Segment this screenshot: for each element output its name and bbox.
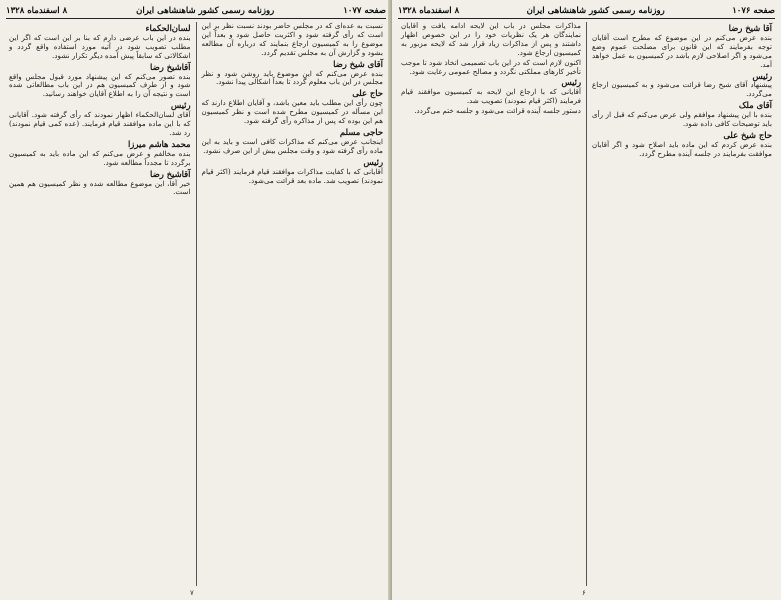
right-page-header bbox=[398, 4, 775, 19]
right-page-date: ۸ اسفندماه ۱۳۲۸ bbox=[398, 6, 460, 16]
paragraph: بنده تصور می‌کنم که این پیشنهاد مورد قبول مجلس واقع شود و از طرف کمیسیون هم در این باب مطالعاتی شده است و نتیجه آن را به اطلاع آقایان خواهند رسانید. bbox=[9, 71, 191, 99]
column-rule bbox=[196, 22, 197, 586]
right-col-1 bbox=[588, 22, 776, 586]
speaker-name: آقا شیخ رضا bbox=[728, 23, 772, 33]
paragraph: بنده عرض کردم که این ماده باید اصلاح شود و اگر آقایان موافقت بفرمایند در جلسه آینده مطرح گردد. bbox=[592, 139, 772, 158]
speaker-name: رئیس bbox=[752, 70, 772, 81]
speaker-name: لسان‌الحکماء bbox=[145, 23, 191, 33]
right-page-footer: ۶ bbox=[582, 589, 586, 597]
paragraph: خیر آقا، این موضوع مطالعه شده و نظر کمیسیون هم همین است. bbox=[9, 178, 191, 197]
left-page-header bbox=[6, 4, 386, 19]
left-page-columns bbox=[5, 22, 387, 586]
speaker-name: آقاشیخ رضا bbox=[150, 61, 191, 72]
speaker-name: محمد هاشم میرزا bbox=[127, 138, 191, 149]
paragraph: دستور جلسه آینده قرائت می‌شود و جلسه ختم می‌گردد. bbox=[414, 106, 581, 116]
paragraph: بنده عرض می‌کنم در این موضوع که مطرح است آقایان توجه بفرمایند که این قانون برای مصلحت عموم وضع می‌شود و اگر اصلاحی لازم باشد در کمیسیون به عمل خواهد آمد. bbox=[592, 32, 772, 69]
column-rule bbox=[586, 22, 587, 586]
right-page-columns bbox=[397, 22, 776, 586]
paragraph: اینجانب عرض می‌کنم که مذاکرات کافی است و باید به این ماده رأی گرفته شود و وقت مجلس بیش از این صرف نشود. bbox=[201, 136, 383, 155]
paragraph: مذاکرات مجلس در باب این لایحه ادامه یافت و آقایان نمایندگان هر یک نظریات خود را در این خصوص اظهار داشتند و پس از مذاکرات زیاد قرار شد که لایحه مزبور به کمیسیون ارجاع شود. bbox=[401, 22, 581, 57]
paragraph: اکنون لازم است که در این باب تصمیمی اتخاذ شود تا موجب تأخیر کارهای مملکتی نگردد و مصالح عمومی رعایت شود. bbox=[401, 57, 581, 76]
speaker-name: حاج علی bbox=[352, 88, 383, 99]
speaker-name: آقای ملک bbox=[738, 100, 772, 111]
paragraph: بنده عرض می‌کنم که این موضوع باید روشن شود و نظر مجلس در این باب معلوم گردد تا بعداً اشکالی پیدا نشود. bbox=[201, 68, 383, 87]
speaker-name: رئیس bbox=[170, 100, 191, 111]
paragraph: نسبت به عده‌ای که در مجلس حاضر بودند نسبت نظر بر این است که رأی گرفته شود و اکثریت حاصل شود و بعداً این موضوع را به کمیسیون ارجاع بنمایند که درباره آن مطالعه بشود و گزارش آن به مجلس تقدیم گردد. bbox=[201, 22, 383, 57]
right-page-title: روزنامه رسمی کشور شاهنشاهی ایران bbox=[526, 6, 665, 16]
paragraph: بنده با این پیشنهاد موافقم ولی عرض می‌کنم که قبل از رأی باید توضیحات کافی داده شود. bbox=[592, 110, 772, 129]
left-col-2 bbox=[5, 22, 195, 586]
paragraph: آقایانی که با ارجاع این لایحه به کمیسیون موافقند قیام فرمایند (اکثر قیام نمودند) تصویب شد. bbox=[401, 87, 581, 106]
speaker-name: رئیس bbox=[363, 156, 383, 167]
paragraph: چون رأی این مطلب باید معین باشد، و آقایان اطلاع دارند که این مسأله در کمیسیون مطرح شده است و نظر کمیسیون هم این بوده که پس از مذاکره رأی گرفته شود. bbox=[201, 98, 383, 126]
paragraph: بنده در این باب عرضی دارم که بنا بر این است که اگر این مطلب تصویب شود در آتیه مورد استفاده واقع گردد و اشکالاتی که سابقاً پیش آمده دیگر تکرار نشود. bbox=[9, 32, 191, 60]
paragraph: آقای لسان‌الحکماء اظهار نمودند که رأی گرفته شود. آقایانی که با این ماده موافقند قیام فرمایند. (عده کمی قیام نمودند) رد شد. bbox=[9, 110, 191, 137]
paragraph: بنده مخالفم و عرض می‌کنم که این ماده باید به کمیسیون برگردد تا مجدداً مطالعه شود. bbox=[9, 148, 191, 167]
paragraph: آقایانی که با کفایت مذاکرات موافقند قیام فرمایند (اکثر قیام نمودند) تصویب شد. ماده بعد قرائت می‌شود. bbox=[201, 166, 383, 185]
right-page bbox=[392, 0, 781, 600]
left-page-title: روزنامه رسمی کشور شاهنشاهی ایران bbox=[136, 6, 275, 16]
speaker-name: آقاشیخ رضا bbox=[150, 168, 191, 179]
left-page-number: صفحه ۱۰۷۷ bbox=[343, 6, 386, 16]
right-page-number: صفحه ۱۰۷۶ bbox=[732, 6, 775, 16]
left-page-footer: ۷ bbox=[190, 589, 194, 597]
speaker-name: رئیس bbox=[561, 77, 581, 88]
left-col-1 bbox=[198, 22, 388, 586]
paragraph: پیشنهاد آقای شیخ رضا قرائت می‌شود و به کمیسیون ارجاع می‌گردد. bbox=[592, 80, 772, 99]
right-col-2 bbox=[397, 22, 585, 586]
left-page-date: ۸ اسفندماه ۱۳۲۸ bbox=[6, 6, 68, 16]
speaker-name: حاج شیخ علی bbox=[723, 129, 772, 140]
speaker-name: حاجی مسلم bbox=[339, 126, 383, 137]
speaker-name: آقای شیخ رضا bbox=[333, 58, 383, 69]
